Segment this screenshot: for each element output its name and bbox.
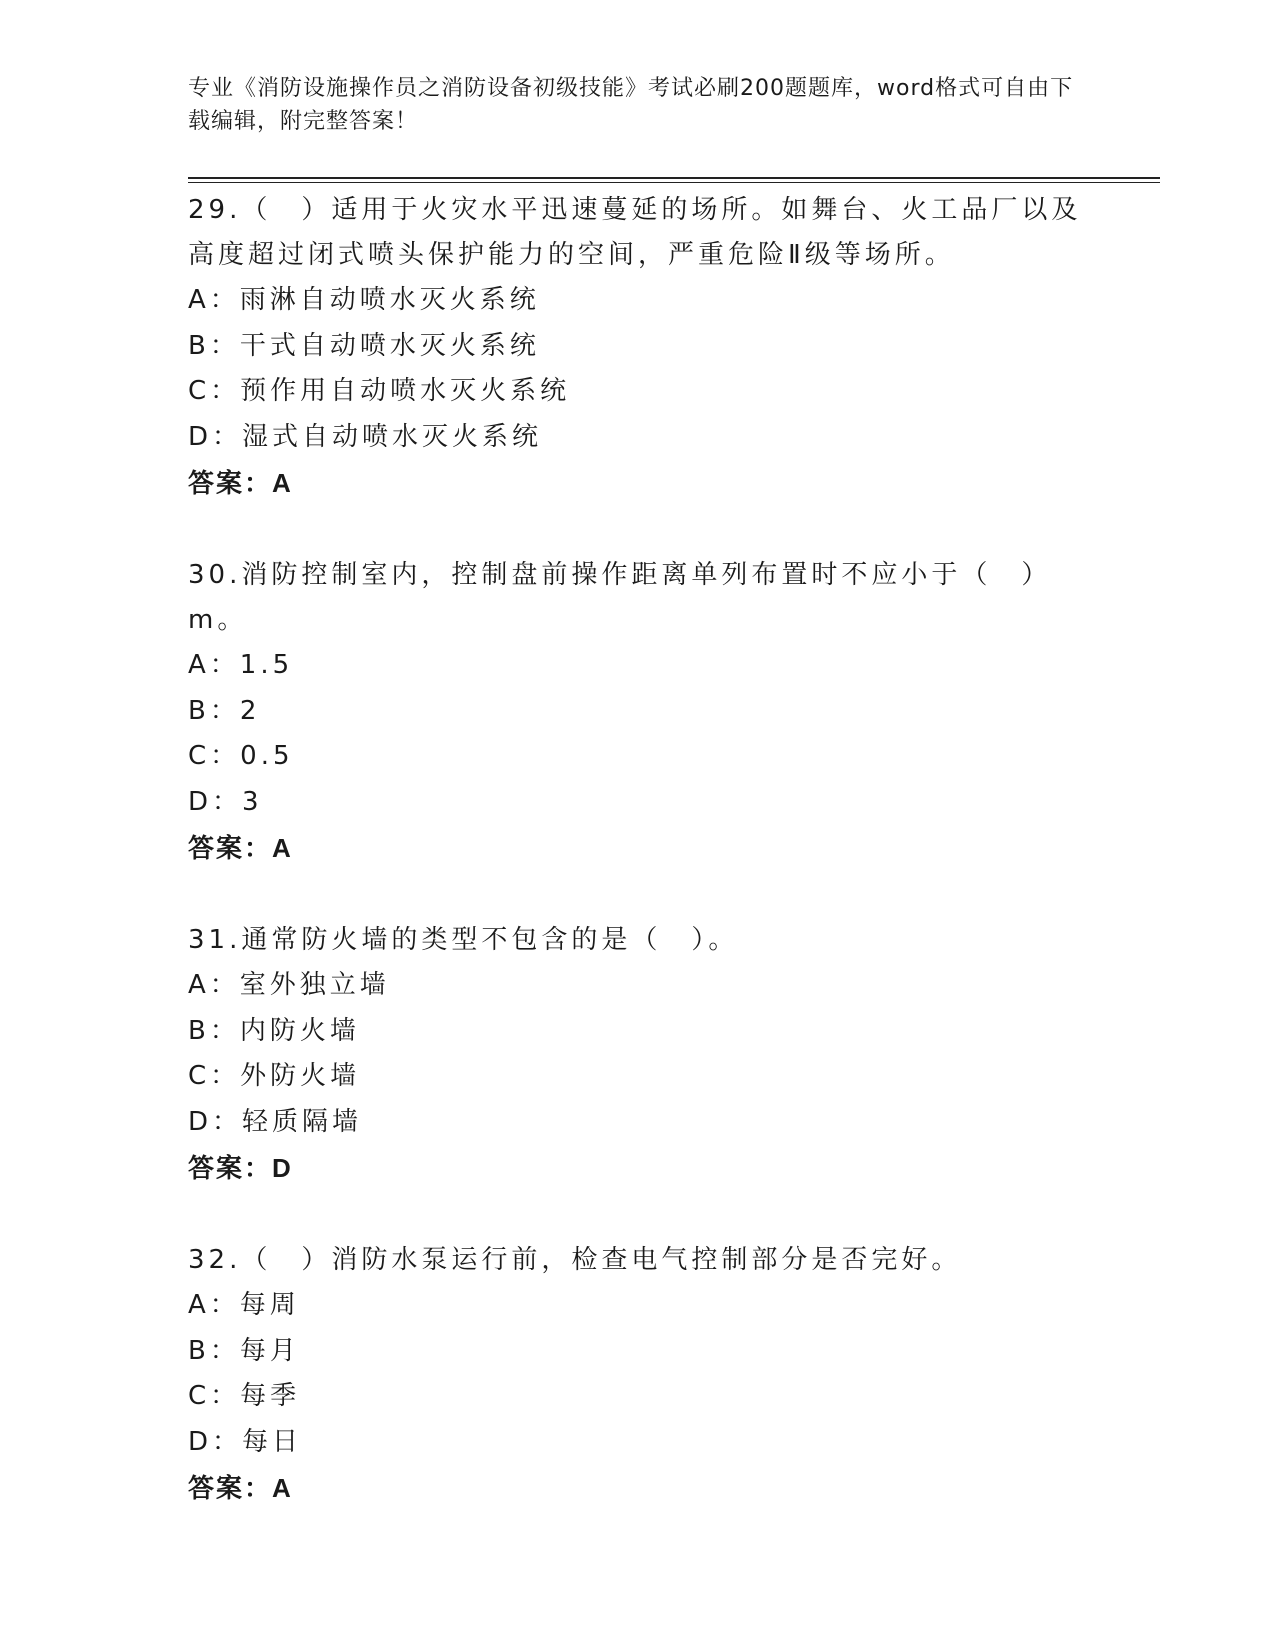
question-stem: 32.（ ）消防水泵运行前，检查电气控制部分是否完好。 bbox=[188, 1245, 962, 1275]
option-d: D：每日 bbox=[188, 1426, 303, 1457]
option-c: C：预作用自动喷水灭火系统 bbox=[188, 376, 571, 406]
option-b: B：每月 bbox=[188, 1335, 300, 1366]
question-stem: 30.消防控制室内，控制盘前操作距离单列布置时不应小于（ ）m。 bbox=[188, 560, 1052, 635]
header-divider-thick bbox=[188, 177, 1160, 179]
option-d: D：3 bbox=[188, 786, 263, 817]
answer: 答案：A bbox=[188, 1473, 293, 1503]
option-c: C：每季 bbox=[188, 1381, 301, 1411]
question-stem: 31.通常防火墙的类型不包含的是（ ）。 bbox=[188, 925, 739, 955]
option-b: B：2 bbox=[188, 695, 261, 726]
answer: 答案：A bbox=[188, 468, 293, 498]
option-d: D：轻质隔墙 bbox=[188, 1106, 363, 1137]
question-29 bbox=[188, 188, 1088, 506]
question-31 bbox=[188, 918, 1088, 1191]
question-stem: 29.（ ）适用于火灾水平迅速蔓延的场所。如舞台、火工品厂以及高度超过闭式喷头保护能力的空间，严重危险Ⅱ级等场所。 bbox=[188, 195, 1082, 270]
option-a: A：1.5 bbox=[188, 650, 294, 680]
option-a: A：雨淋自动喷水灭火系统 bbox=[188, 285, 540, 315]
answer: 答案：A bbox=[188, 833, 293, 863]
header-divider-thin bbox=[188, 182, 1160, 183]
answer: 答案：D bbox=[188, 1153, 293, 1183]
option-a: A：室外独立墙 bbox=[188, 970, 390, 1000]
option-c: C：外防火墙 bbox=[188, 1061, 361, 1091]
option-b: B：内防火墙 bbox=[188, 1015, 360, 1046]
header-title: 专业《消防设施操作员之消防设备初级技能》考试必刷200题题库，word格式可自由下载编辑，附完整答案！ bbox=[188, 76, 1074, 134]
question-list bbox=[188, 188, 1088, 1558]
option-a: A：每周 bbox=[188, 1290, 300, 1320]
document-header bbox=[188, 72, 1088, 138]
question-30 bbox=[188, 553, 1088, 871]
option-c: C：0.5 bbox=[188, 741, 294, 771]
option-d: D：湿式自动喷水灭火系统 bbox=[188, 421, 543, 452]
option-b: B：干式自动喷水灭火系统 bbox=[188, 330, 540, 361]
question-32 bbox=[188, 1238, 1088, 1511]
